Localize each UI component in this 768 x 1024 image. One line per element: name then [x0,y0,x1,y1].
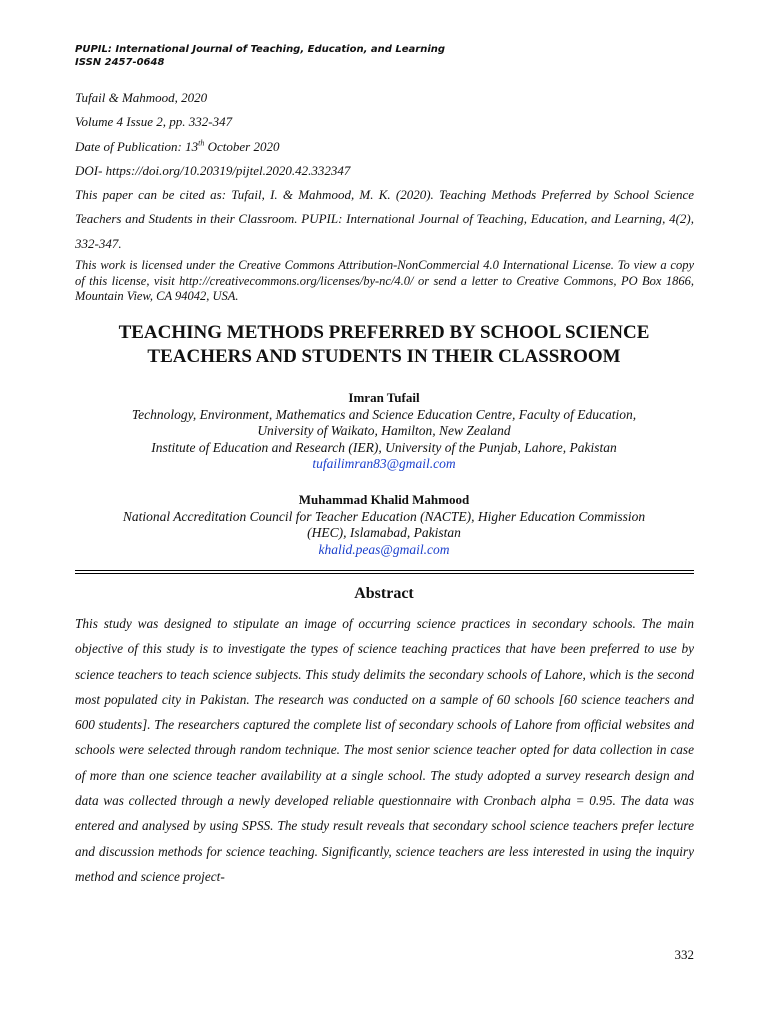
citation-volume: Volume 4 Issue 2, pp. 332-347 [75,114,233,130]
author-1 [60,390,708,473]
author-1-affiliation-2: University of Waikato, Hamilton, New Zealand [257,423,511,438]
citation-block [75,86,694,256]
author-1-affiliation-3: Institute of Education and Research (IER), University of the Punjab, Lahore, Pakistan [151,439,617,455]
abstract-text: This study was designed to stipulate an image of occurring science practices in secondary schools. The main objective of this study is to investigate the types of science teaching practices that have been preferred to use by science teachers to teach science subjects. This study delimits the secondary schools of Lahore, which is the second most populated city in Pakistan. The research was conducted on a sample of 60 schools [60 science teachers and 600 students]. The researchers captured the complete list of secondary schools of Lahore from official websites and schools were selected through random technique. The most senior science teacher opted for data collection in case of more than one science teacher availability at a single school. The study adopted a survey research design and data was collected through a newly developed reliable questionnaire with Cronbach alpha = 0.95. The data was entered and analysed by using SPSS. The study result reveals that secondary school science teachers prefer lecture and discussion methods for science teaching. Significantly, science teachers are less interested in using the inquiry method and science project- [75,616,694,884]
license-notice: This work is licensed under the Creative Commons Attribution-NonCommercial 4.0 International License. To view a copy of this license, visit http://creativecommons.org/licenses/by-nc/4.0/ or send a letter to Creative Commons, PO Box 1866, Mountain View, CA 94042, USA. [75,258,694,303]
author-2-affiliation-1: National Accreditation Council for Teacher Education (NACTE), Higher Education Commission [122,508,646,524]
abstract-heading: Abstract [354,585,414,602]
page-number: 332 [674,947,694,962]
author-1-email-link[interactable]: tufailimran83@gmail.com [312,456,456,471]
author-2-email-link[interactable]: khalid.peas@gmail.com [318,541,450,557]
author-1-name: Imran Tufail [348,390,420,405]
citation-authors-year: Tufail & Mahmood, 2020 [75,90,208,105]
citation-pub-date: Date of Publication: 13th October 2020 [75,138,280,154]
author-2-name: Muhammad Khalid Mahmood [298,492,470,507]
title-line-1: TEACHING METHODS PREFERRED BY SCHOOL SCIENCE [118,322,650,343]
divider-rule-top [75,570,694,571]
author-2 [60,492,708,558]
citation-cite-as: This paper can be cited as: Tufail, I. & Mahmood, M. K. (2020). Teaching Methods Preferred by School Science Teachers and Students in their Classroom. PUPIL: International Journal of Teaching, Education, and Learning, 4(2), 332-347. [75,187,694,251]
paper-title [60,321,708,369]
title-line-2: TEACHERS AND STUDENTS IN THEIR CLASSROOM [147,346,621,367]
journal-issn: ISSN 2457-0648 [75,57,165,68]
journal-name: PUPIL: International Journal of Teaching, Education, and Learning [75,44,446,55]
journal-header [75,43,445,69]
author-2-affiliation-2: (HEC), Islamabad, Pakistan [307,525,461,540]
divider-rule-bottom [75,573,694,574]
citation-doi: DOI- https://doi.org/10.20319/pijtel.2020.42.332347 [75,162,351,178]
author-1-affiliation-1: Technology, Environment, Mathematics and Science Education Centre, Faculty of Education, [131,406,637,422]
